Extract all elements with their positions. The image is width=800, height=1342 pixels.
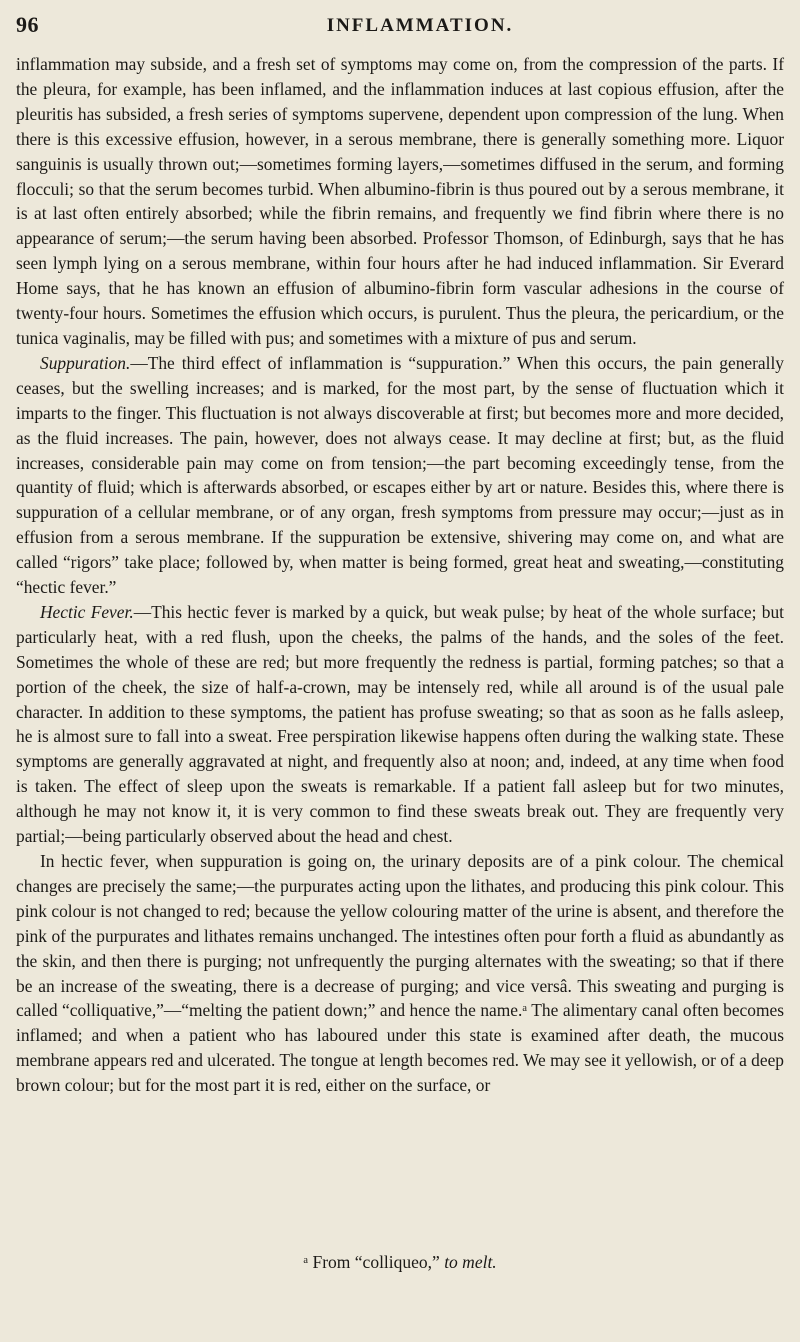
paragraph-suppuration	[16, 351, 784, 600]
paragraph-heading: Hectic Fever.	[40, 601, 134, 622]
paragraph-text: —The third effect of inflammation is “suppuration.” When this occurs, the pain generally ceases, but the swelling increases; and is marked, for the most part, by the sense of fluctuation which it imparts to the finger. This fluctuation is not always discoverable at first; but becomes more and more decided, as the fluid increases. The pain, however, does not always cease. It may decline at first; but, as the fluid increases, considerable pain may come on from tension;—the part becoming exceedingly tense, from the quantity of fluid; which is afterwards absorbed, or escapes either by art or nature. Besides this, where there is suppuration of a cellular membrane, or of any organ, fresh symptoms from pressure may occur;—just as in effusion from a serous membrane. If the suppuration be extensive, shivering may come on, and what are called “rigors” take place; followed by, when matter is being formed, great heat and sweating,—constituting “hectic fever.”	[16, 352, 784, 598]
footnote-text: From “colliqueo,”	[308, 1252, 445, 1272]
footnote-marker: ᵃ	[303, 1252, 309, 1272]
body-text	[16, 52, 784, 1098]
page-header	[16, 12, 784, 42]
paragraph-text: In hectic fever, when suppuration is going on, the urinary deposits are of a pink colour. The chemical changes are precisely the same;—the purpurates acting upon the lithates, and producing this pink colour. This pink colour is not changed to red; because the yellow colouring matter of the urine is absent, and therefore the pink of the purpurates and lithates remains unchanged. The intestines often pour forth a fluid as abundantly as the skin, and then there is purging; not unfrequently the purging alternates with the sweating; so that if there be an increase of the sweating, there is a decrease of purging; and vice versâ. This sweating and purging is called “colliquative,”—“melting the patient down;” and hence the name.ᵃ The alimentary canal often becomes inflamed; and when a patient who has laboured under this state is examined after death, the mucous membrane appears red and ulcerated. The tongue at length becomes red. We may see it yellowish, or of a deep brown colour; but for the most part it is red, either on the surface, or	[16, 851, 784, 1096]
paragraph-text: inflammation may subside, and a fresh set of symptoms may come on, from the compression of the parts. If the pleura, for example, has been inflamed, and the inflammation induces at last copious effusion, after the pleuritis has subsided, a fresh series of symptoms supervene, dependent upon compression of the lung. When there is this excessive effusion, however, in a serous membrane, there is generally something more. Liquor sanguinis is usually thrown out;—sometimes forming layers,—sometimes diffused in the serum, and forming flocculi; so that the serum becomes turbid. When albumino-fibrin is thus poured out by a serous membrane, it is at last often entirely absorbed; while the fibrin remains, and frequently we find fibrin where there is no appearance of serum;—the serum having been absorbed. Professor Thomson, of Edinburgh, says that he has seen lymph lying on a serous membrane, within four hours after he had induced inflammation. Sir Everard Home says, that he has known an effusion of albumino-fibrin form vascular adhesions in the course of twenty-four hours. Sometimes the effusion which occurs, is purulent. Thus the pleura, the pericardium, or the tunica vaginalis, may be filled with pus; and sometimes with a mixture of pus and serum.	[16, 54, 784, 348]
paragraph-text: —This hectic fever is marked by a quick, but weak pulse; by heat of the whole surface; but particularly heat, with a red flush, upon the cheeks, the palms of the hands, and the soles of the feet. Sometimes the whole of these are red; but more frequently the redness is partial, forming patches; so that a portion of the cheek, the size of half-a-crown, may be intensely red, while all around is of the usual pale character. In addition to these symptoms, the patient has profuse sweating; so that as soon as he falls asleep, he is almost sure to fall into a sweat. Free perspiration likewise happens often during the walking state. These symptoms are generally aggravated at night, and frequently also at noon; and, indeed, at any time when food is taken. The effect of sleep upon the sweats is remarkable. If a patient fall asleep but for two minutes, although he may not know it, it is very common to find these sweats break out. They are frequently very partial;—being particularly observed about the head and chest.	[16, 601, 784, 847]
paragraph-urinary-deposits	[16, 849, 784, 1098]
paragraph-effusion	[16, 52, 784, 351]
running-title: INFLAMMATION.	[326, 15, 514, 36]
footnote-meaning: to melt.	[444, 1252, 497, 1272]
paragraph-hectic-fever	[16, 600, 784, 849]
page-number: 96	[16, 12, 39, 37]
footnote	[0, 1252, 800, 1273]
paragraph-heading: Suppuration.	[40, 352, 131, 373]
